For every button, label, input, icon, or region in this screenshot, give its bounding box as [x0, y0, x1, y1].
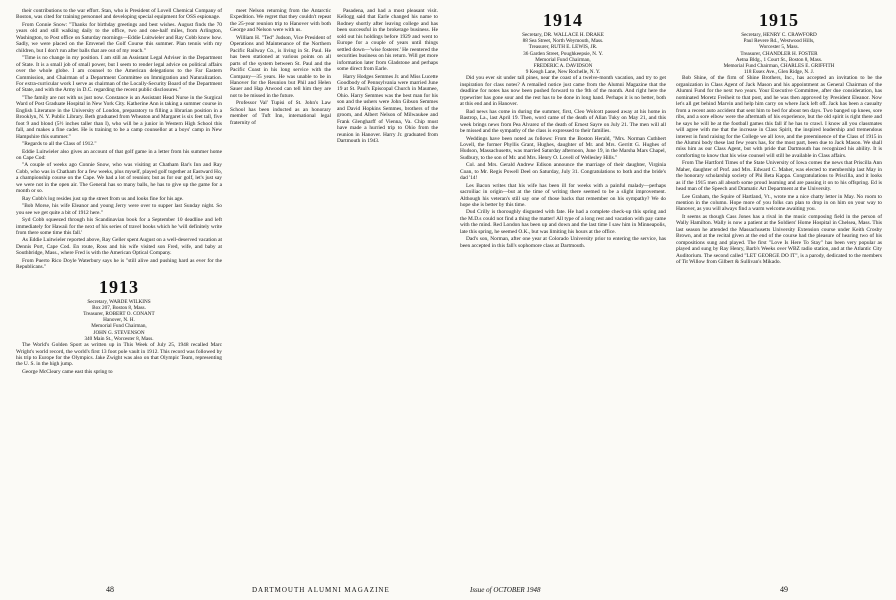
page-number-right: 49 [780, 585, 788, 594]
class-officers-1915 [676, 32, 882, 75]
paragraph: Col. and Mrs. Gerald Andrew Edison announce the marriage of their daughter, Virginia Coan, to Mr. Regis Powell Deel on Saturday, July 31. Congratulations to both and the bride's dad '14! [460, 162, 666, 182]
paragraph: Les Bacon writes that his wife has been ill for weeks with a painful malady—perhaps sacroiliac in origin—but at the time of writing there seemed to be a slight improvement. Although his veteran's still say one of those backs that remember on his sympathy? We do hope she is better by this time. [460, 182, 666, 209]
paragraph: Pasadena, and had a most pleasant visit. Kellogg said that Earle changed his name to Rodney shortly after leaving college and has been successful in the brokerage business. He sold out his holdings before 1929 and went to Europe for a couple of years until things settled down—'wise fosterer.' He reentered the securities business on his return. Will get more information later from Gladstone and perhaps some direct from Earle. [337, 8, 438, 73]
officer-line: Aetna Bldg., 1 Court St., Boston 8, Mass. [735, 56, 823, 63]
paragraph: Eddie Luitwieler also gives an account of that golf game in a letter from his summer home on Cape Cod: [16, 148, 222, 161]
col1-paragraphs [16, 8, 222, 271]
officer-line: Box 207, Boston 8, Mass. [92, 304, 146, 311]
footer-magazine-title: DARTMOUTH ALUMNI MAGAZINE [252, 586, 390, 594]
officer-line: 9 Keogh Lane, New Rochelle, N. Y. [525, 69, 601, 76]
officer-line: 88 Sea Street, North Weymouth, Mass. [522, 38, 604, 45]
paragraph: "A couple of weeks ago Connie Snow, who was visiting at Chatham Bar's Inn and Ray Cobb, who was in Chatham for a few weeks, plus myself, played golf together at Eastward Ho, a championship course on the Cape. We had a lot of reunion; but as for our golf, let's just say we were not in the open air. The General has so many balls, he has to give up the game for a month or so. [16, 162, 222, 195]
paragraph: Syd Cobb squeezed through his Scandinavian book for a September 10 deadline and left immediately for Hawaii for the next of his series of travel books which he 'will definitely write from there some time this fall.' [16, 217, 222, 236]
officer-line: Hanover, N. H. [103, 317, 135, 324]
column-3 [460, 8, 666, 250]
class-officers-1914 [460, 32, 666, 75]
officer-line: Paul Revere Rd., Westwood Hills, [743, 38, 815, 45]
paragraph: "The family are not with us just now. Constance is an Assistant Head Nurse in the Surgical Ward of Post Graduate Hospital in New York City. Katherine Ann is taking a summer course in English Literature in the University of London, preparatory to filling a librarian position in a Brooklyn, N. Y. Public Library. Beth graduated from Wheaton and Margaret is six feet tall, five foot 9 and blond (5½ inches taller than I), who will be a junior in Western High School this fall, and makes a fine cadet. He is training to be a camp counsellor at a boys' camp in New Hampshire this summer." [16, 94, 222, 140]
class-year-1913: 1913 [99, 276, 139, 297]
paragraph: As Eddie Luitwieler reported above, Ray Geller spent August on a well-deserved vacation at Dennis Port, Cape Cod. En route, Ross and his wife visited son Fred, wife, and baby at Southbridge, Mass., where Fred is with the American Optical Company. [16, 237, 222, 257]
officer-line: JOHN G. STEVENSON [93, 329, 145, 336]
officer-line: Memorial Fund Chairman, [91, 323, 147, 330]
paragraph: Dad's son, Norman, after one year at Colorado University prior to entering the service, has been accepted in this fall's sophomore class at Dartmouth. [460, 236, 666, 249]
paragraph: Weddings have been noted as follows: From the Boston Herald, "Mrs. Norman Cuthbert Lovell, the former Phyllis Grant, Hughes, daughter of Mr. and Mrs. Gerritt G. Hughes of Hudson, Massachusetts, was married Saturday afternoon, June 19, in the Marsha Mars Chapel, Sudbury, to the son of Mr. and Mrs. Henry O. Lovell of Wellesley Hills." [460, 135, 666, 161]
paragraph: Ray Cobb's log resides just up the street from us and looks fine for his age. [22, 195, 184, 202]
officer-line: Treasurer, RUTH E. LEWIS, JR. [528, 44, 598, 51]
officer-line: 118 Essex Ave., Glen Ridge, N. J. [743, 69, 815, 76]
paragraph: From The Hartford Times of the State University of Iowa comes the news that Priscilla Ann Maher, daughter of Prof. and Mrs. Edward C. Maher, was elected to membership last May in the honorary scholarship society of Phi Beta Kappa. Congratulations to Priscilla, and it looks as if the 1915 men all absorb some proud learning and are passing it on to his offspring. Ed is head man of the Speech and Dramatic Art Department at the University. [676, 160, 882, 193]
paragraph: "Time is no change in my position. I am still an Assistant Legal Adviser in the Department of State. It is a small job of small power, but I seem to render legal advice on political affairs over the whole globe. I am counsel to the American delegations to the Far Eastern Commission, and Chairman of a Department Committee on Immigration and Naturalization. For extra-curricular work I serve as chairman of the Locally-Security Board of the Department of State, and with the Army in D.C. regarding the recent public disclosures." [16, 55, 222, 94]
column-2a [230, 8, 331, 146]
officer-line: 36 Garden Street, Poughkeepsie, N. Y. [523, 50, 603, 57]
paragraph: Bad news has come in during the summer, first, Cleo Wolcott passed away at his home in Bastrop, La., last April 19. Then, word came of the death of Allan Tuky on May 21, and this week brings news from Pea Alvarez of the death of Ernest Sayre on July 21. The men will all be missed and the sympathy of the class is expressed to their families. [460, 108, 666, 135]
paragraph: meet Nelson returning from the Antarctic Expedition. We regret that they couldn't repeat the 25-year reunion trip to Hanover with both George and Nelson were with us. [230, 8, 331, 34]
paragraph: Bob Shine, of the firm of Shine Brothers, Inc., has accepted an invitation to be the organization in Class Agent of Jack Mason and his appointment as General Chairman of the Alumni Fund for the next two years. Your Executive Committee, after due consideration, has nominated Moretz Freiheit to that post, and he was then approved by President Eleanor. Now let's all get behind Marvin and help him carry on where Jack left off. Jack has been a casualty from a recent auto accident that sent him to bed for about ten days. Two banged up knees, sore ribs, and a sore elbow were the aftermath of his experience, but the old spirit is right there and he says he will be at the football games this fall if he has to crawl. I know all you classmates will agree with me that the increase in Class Spirit, the inspired leadership and tremendous interest in fund raising for the College we all love, and the preeminence of the Class of 1915 in the Alumni body these last few years has, for the most part, been due to Jack Mason. We shall miss him as our Class Agent, but with pride that Dartmouth has recognized his ability. It is comforting to know that his wise counsel will still be available in Class affairs. [676, 75, 882, 159]
column-1 [16, 8, 222, 376]
column-2 [230, 8, 438, 146]
paragraph: The World's Golden Sport as written up in This Week of July 25, 1948 recalled Marc Wright's world record, the world's first 13 foot pole vault in 1912. This record was followed by his trip to Europe for the Olympics. Jake Zwight was also on that Olympic Team, representing the U. S. in the high jump. [16, 342, 222, 368]
paragraph: Dud Crilly is thoroughly disgusted with fate. He had a complete check-up this spring and the M.D.s could not find a thing the matter! All type of a long rest and vacation with pay came with the mind. Red London has been up and down and the last time I saw him in Minneapolis, late this spring, he seemed O.K., but was limiting his hours at the office. [460, 209, 666, 235]
footer-issue: Issue of OCTOBER 1948 [470, 586, 541, 594]
paragraph: William H. "Ted" Judson, Vice President of Operations and Maintenance of the Northern Pacific Railway Co., is living in St. Paul. He has been stationed at various points on all parts of the system between St. Paul and the Pacific Coast in his long service with the Company—35 years. He was unable to be in Hanover for the Reunion but Phil and Helen Sauer and Hap Atwood can tell him they are not to be missed in the future. [230, 34, 331, 99]
paragraph: Lee Graham, the Squire of Hartland, Vt., wrote me a nice chatty letter in May. No room to mention in the column. Hope more of you folks can plan to drop in on him on your way to Hanover, as you will always find a warm welcome awaiting you. [676, 193, 882, 213]
paragraph: Did you ever sit under tall pines, near the coast of a twelve-month vacation, and try to get inspiration for class notes? A remailed notice just came from the Alumni Magazine that the deadline for notes has now been pushed forward to the 9th of the month. And right here the typewriter has gone sour and the rest has to be done in long hand. Perhaps it is no better, both at this end and in Hanover. [460, 75, 666, 108]
class-officers-1913 [16, 299, 222, 342]
officer-line: FREDERIC A. DAVIDSON [533, 63, 593, 70]
officer-line: Worcester 5, Mass. [759, 44, 799, 51]
paragraph: It seems as though Cass Jones has a rival in the music composing field in the person of Wally Hamilton. Wally is now a patient at the Soldiers' Home Hospital in Chelsea, Mass. This last season he attended the Massachusetts University Extension course under Keith Crosby Brown, and at the recital given at the end of the course had the pleasure of hearing two of his compositions sung and played. The first "Love Is Here To Stay" has been very popular as played and sung by Ray Henry, Barb's Weeks over WBZ radio station, and at the Atlantic City Auditorium. The second called "LET GEORGE DO IT", is a parody, dedicated to the members of Tit Willow from Gilbert & Sullivan's Mikado. [676, 213, 882, 266]
officer-line: Secretary, DR. WALLACE H. DRAKE [522, 32, 604, 38]
paragraph: their contributions to the war effort. Stan, who is President of Lovell Chemical Company of Boston, was cited for training personnel and developing special equipment for OSS espionage. [16, 8, 222, 21]
paragraph: Harry Hodges Semmes Jr. and Miss Lucette Goodbody of Pennsylvania were married June 19 at St. Paul's Episcopal Church in Maumee, Ohio. Harry Semmes was the best man for his son and the ushers were John Gibson Semmes and David Hopkins Semmes, brothers of the groom, and Albert Nelson of Milwaukee and Frank Glengharff of Vienna, Va. Chip must have made a hurried trip to Ohio from the reunion in Hanover. Harry Jr. graduated from Dartmouth in 1943. [337, 73, 438, 145]
paragraph: From Connie Snow: "Thanks for birthday greetings and best wishes. August finds the 70 years old and still walking daily to the office, two and one-half miles, from Arlington, Washington, to Post office on Saturday mornings—Eddie Luitwieler and Ray Cobb know how. Sadly, we were placed on the Emvenel the Golf Course this summer. Plan tennis with my children, but I don't run after balls that are out of my reach." [16, 21, 222, 54]
officer-line: Treasurer, CHANDLER H. FOSTER [740, 50, 818, 57]
page-number-left: 48 [106, 585, 114, 594]
class-year-1914: 1914 [543, 10, 583, 30]
class-year-1915: 1915 [759, 10, 799, 30]
column-4 [676, 8, 882, 267]
officer-line: Memorial Fund Chairman, [535, 56, 591, 63]
paragraph: Professor Val' Tupisi of St. John's Law School has been inducted as an honorary member of Tuft Inn, international legal fraternity of [230, 100, 331, 126]
column-2b [337, 8, 438, 146]
officer-line: Secretary, WARDE WILKINS [87, 298, 151, 305]
paragraph: From Puerto Rico Doyle Waterbury says he is "still alive and pushing hard as ever for the Republicans." [16, 257, 222, 271]
paragraph: "Regards to all the Class of 1912." [22, 141, 97, 148]
officer-line: 340 Main St., Worcester 8, Mass. [84, 335, 154, 342]
paragraph: George McCleary came east this spring to [22, 368, 113, 375]
officer-line: Treasurer, ROBERT O. CONANT [83, 311, 155, 318]
officer-line: Memorial Fund Chairman, CHARLES E. GRIFFITH [723, 63, 835, 70]
paragraph: "Bob Morse, his wife Eleanor and young Jerry were over to supper last Sunday night. So you see we get quite a bit of 1912 here." [16, 203, 222, 216]
officer-line: Secretary, HENRY C. CRAWFORD [741, 32, 817, 38]
